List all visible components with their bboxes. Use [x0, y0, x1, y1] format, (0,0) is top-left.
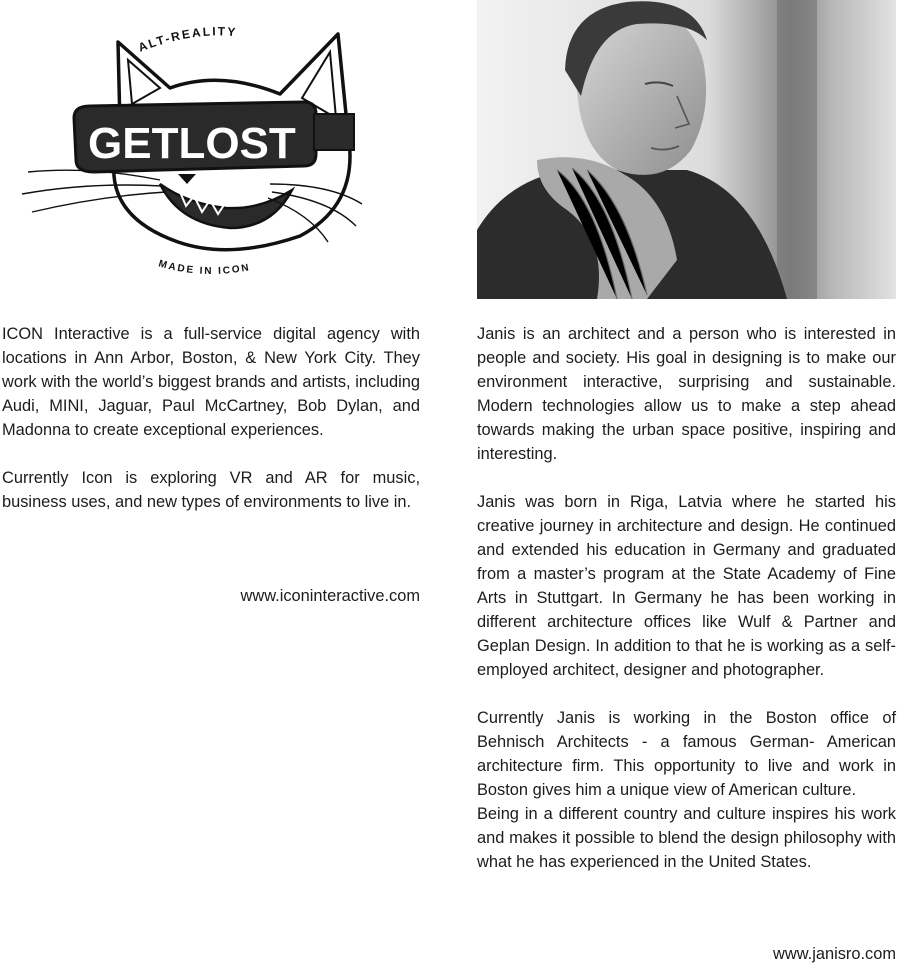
- bio-paragraph-1: Janis is an architect and a person who is interested in people and society. His goal in designing is to make our environment interactive, surprising and sustainable. Modern technologies allow us to make a step ahead towards making the urban space positive, inspiring and interesting.: [477, 325, 896, 463]
- architect-bio: [477, 322, 896, 874]
- logo-bottom-text: MADE IN ICON: [157, 258, 252, 278]
- agency-paragraph-1: ICON Interactive is a full-service digital agency with locations in Ann Arbor, Boston, & New York City. They work with the world’s biggest brands and artists, including Audi, MINI, Jaguar, Paul McCartney, Bob Dylan, and Madonna to create exceptional experiences.: [2, 325, 420, 439]
- agency-website-link[interactable]: www.iconinteractive.com: [240, 587, 420, 605]
- bio-paragraph-2: Janis was born in Riga, Latvia where he started his creative journey in architecture and design. He continued and extended his education in Germany and graduated from a master’s program at the State Academy of Fine Arts in Stuttgart. In Germany he has been working in different architecture offices like Wulf & Partner and Geplan Design. In addition to that he is working as a self-employed architect, designer and photographer.: [477, 493, 896, 679]
- bio-paragraph-4: Being in a different country and culture inspires his work and makes it possible to blend the design philosophy with what he has experienced in the United States.: [477, 805, 896, 871]
- agency-description: [2, 322, 420, 514]
- agency-paragraph-2: Currently Icon is exploring VR and AR for music, business uses, and new types of environments to live in.: [2, 469, 420, 511]
- logo-brand-text: GETLOST: [88, 119, 296, 168]
- logo-top-text: ALT-REALITY: [136, 24, 238, 55]
- bio-paragraph-3: Currently Janis is working in the Boston office of Behnisch Architects - a famous German- American architecture firm. This opportunity to live and work in Boston gives him a unique view of American culture.: [477, 709, 896, 799]
- portrait-photo: [477, 0, 896, 299]
- architect-website-link[interactable]: www.janisro.com: [773, 945, 896, 963]
- svg-text:ALT-REALITY: [136, 24, 238, 54]
- svg-text:MADE IN ICON: [157, 258, 251, 277]
- getlost-cat-logo: [10, 14, 430, 284]
